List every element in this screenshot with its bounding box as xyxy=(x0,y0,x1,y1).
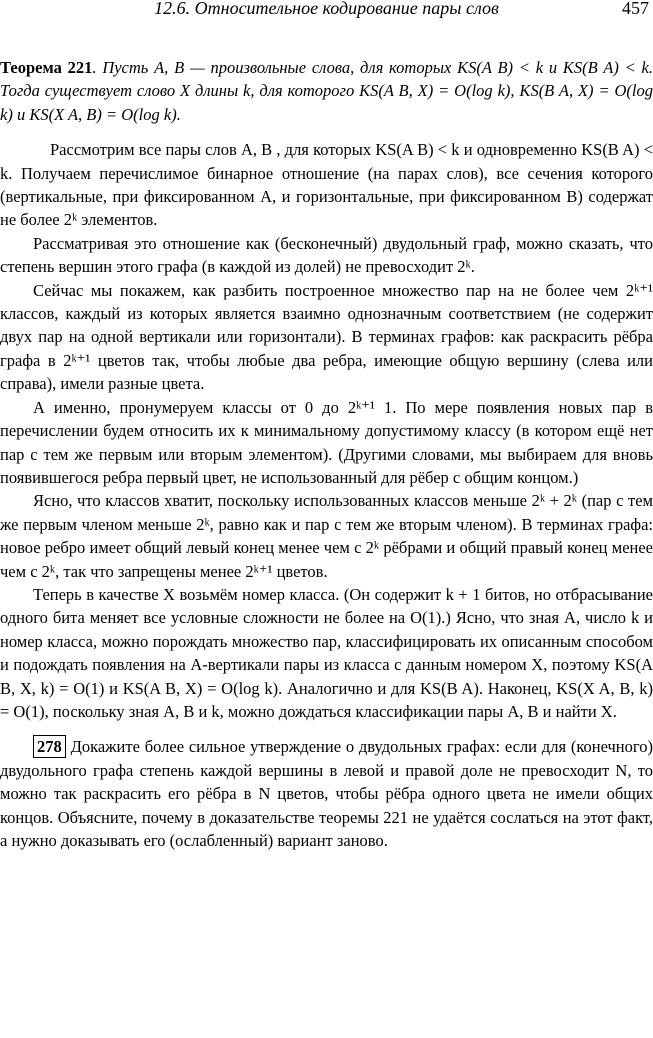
proof-paragraph-2: Рассматривая это отношение как (бесконечный) двудольный граф, можно сказать, что степень вершин этого графа (в каждой из долей) не превосходит 2ᵏ. xyxy=(0,233,653,277)
proof-paragraph-5: Ясно, что классов хватит, поскольку использованных классов меньше 2ᵏ + 2ᵏ (пар с тем же первым членом меньше 2ᵏ, равно как и пар с тем же вторым членом). В терминах графа: новое ребро имеет общий левый конец менее чем с 2ᵏ рёбрами и общий правый конец менее чем с 2ᵏ, так что запрещены менее 2ᵏ⁺¹ цветов. xyxy=(0,491,653,581)
proof-paragraph-1: Рассмотрим все пары слов A, B , для которых KS(A B) < k и одновременно KS(B A) < k. Получаем перечислимое бинарное отношение (на парах слов), все сечения которого (вертикальные, при фиксированном A, и горизонтальные, при фиксированном B) содержат не более 2ᵏ элементов. xyxy=(0,140,653,230)
proof-paragraph-4: А именно, пронумеруем классы от 0 до 2ᵏ⁺¹ 1. По мере появления новых пар в перечислении будем относить их к минимальному допустимому классу (в котором ещё нет пар с тем же первым или вторым элементом). (Другими словами, мы выбираем для вновь появившегося ребра первый цвет, не использованный для рёбер с общим концом.) xyxy=(0,397,653,487)
body-text xyxy=(0,56,653,852)
exercise-number: 278 xyxy=(33,735,66,758)
proof-paragraph-6: Теперь в качестве X возьмём номер класса. (Он содержит k + 1 битов, но отбрасывание одного бита меняет все условные сложности не более на O(1).) Ясно, что зная A, число k и номер класса, можно порождать множество пар, классифицировать их описанным способом и подождать появления на A-вертикали пары из класса с данным номером X, поэтому KS(A B, X, k) = O(1) и KS(A B, X) = O(log k). Аналогично и для KS(B A). Наконец, KS(X A, B, k) = O(1), поскольку зная A, B и k, можно дождаться классификации пары A, B и найти X. xyxy=(0,584,653,721)
running-title: 12.6. Относительное кодирование пары слов xyxy=(154,0,499,18)
exercise xyxy=(0,735,653,852)
theorem-statement xyxy=(0,56,653,126)
theorem-label: Теорема 221 xyxy=(0,58,93,77)
proof-paragraph-3: Сейчас мы покажем, как разбить построенное множество пар на не более чем 2ᵏ⁺¹ классов, каждый из которых является взаимно однозначным соответствием (не содержит двух пар на одной вертикали или горизонтали). В терминах графов: как раскрасить рёбра графа в 2ᵏ⁺¹ цветов так, чтобы любые два ребра, имеющие общую вершину (слева или справа), имели разные цвета. xyxy=(0,280,653,394)
running-head xyxy=(0,0,653,22)
page-number: 457 xyxy=(622,0,649,18)
theorem-text: . Пусть A, B — произвольные слова, для которых KS(A B) < k и KS(B A) < k. Тогда существует слово X длины k, для которого KS(A B, X) = O(log k), KS(B A, X) = O(log k) и KS(X A, B) = O(log k). xyxy=(0,58,653,124)
exercise-text: Докажите более сильное утверждение о двудольных графах: если для (конечного) двудольного графа степень каждой вершины в левой и правой доле не превосходит N, то можно так раскрасить его рёбра в N цветов, чтобы рёбра одного цвета не имели общих концов. Объясните, почему в доказательстве теоремы 221 не удаётся сослаться на этот факт, а нужно доказывать его (ослабленный) вариант заново. xyxy=(0,737,653,850)
